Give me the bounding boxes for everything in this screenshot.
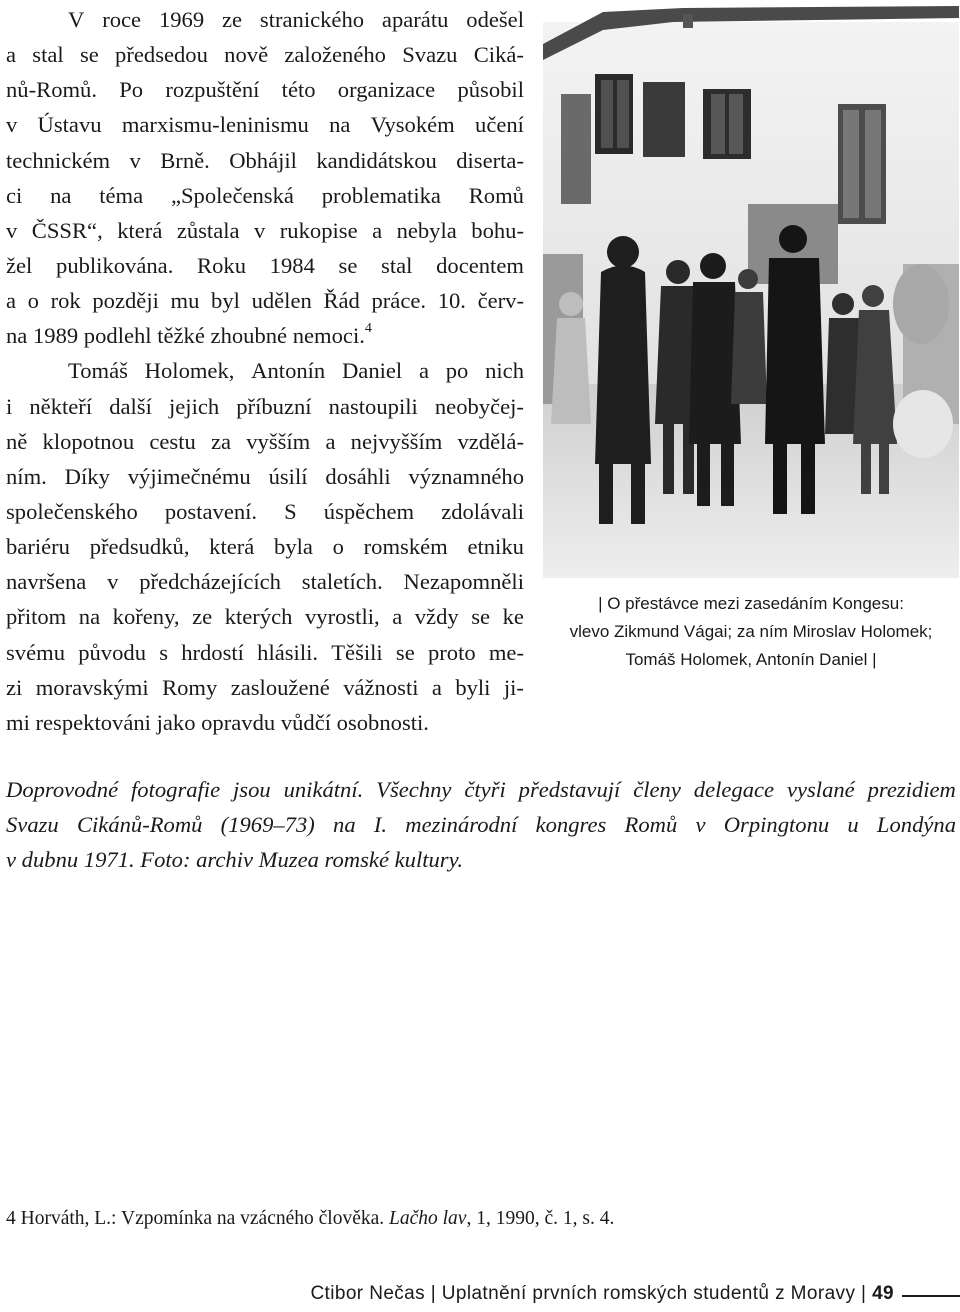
- body-word: na: [50, 182, 72, 208]
- body-word: byli: [455, 674, 491, 700]
- body-word: dosáhli: [325, 463, 391, 489]
- body-word: ke: [502, 604, 524, 630]
- body-word: přitom: [6, 604, 67, 630]
- note-word: čtyři: [464, 777, 506, 802]
- footnote-citation: , 1, 1990, č. 1, s. 4.: [466, 1208, 615, 1229]
- body-word: červ-: [477, 288, 524, 314]
- body-word: V: [68, 7, 85, 32]
- body-word: marxismu-leninismu: [121, 112, 309, 138]
- body-word: rukopise: [279, 217, 358, 243]
- body-word: úsilí: [268, 463, 308, 489]
- body-word: svému: [6, 639, 65, 665]
- body-word: odešel: [466, 7, 524, 32]
- body-line: [6, 248, 524, 283]
- body-word: Antonín: [251, 358, 326, 384]
- body-word: nastoupili: [328, 393, 418, 419]
- note-word: I.: [373, 812, 388, 838]
- historical-photo: [543, 4, 959, 578]
- footnote-text: 4 Horváth, L.: Vzpomínka na vzácného člověka.: [6, 1208, 390, 1229]
- body-word: ci: [6, 182, 23, 208]
- note-word: na: [333, 812, 356, 838]
- body-word: na: [329, 112, 351, 138]
- body-line: [6, 459, 524, 494]
- body-word: a: [392, 604, 403, 630]
- body-line: [6, 178, 524, 213]
- body-word: problematika: [321, 182, 441, 208]
- body-line: [6, 424, 524, 459]
- body-line: [6, 353, 524, 388]
- note-word: u: [847, 812, 859, 838]
- body-word: někteří: [29, 393, 93, 419]
- body-word: na: [78, 604, 101, 630]
- body-word: vyrostli,: [304, 604, 380, 630]
- body-word: Vysokém: [370, 112, 455, 138]
- photo-note: [6, 772, 956, 878]
- body-word: kandidátskou: [316, 147, 437, 173]
- body-word: společenského: [6, 498, 138, 524]
- running-head: Ctibor Nečas | Uplatnění prvních romských studentů z Moravy |: [310, 1283, 867, 1304]
- body-word: proto: [427, 639, 476, 665]
- body-word: po: [445, 358, 469, 384]
- body-word: Brně.: [160, 147, 210, 173]
- body-word: a: [418, 358, 429, 384]
- note-word: prezidiem: [867, 777, 956, 802]
- body-word: zi: [6, 674, 23, 700]
- body-word: neobyčej-: [434, 393, 524, 419]
- body-word: hlásili.: [257, 639, 319, 665]
- note-word: Romů: [624, 812, 678, 838]
- body-word: téma: [99, 182, 144, 208]
- note-word: Všechny: [376, 777, 452, 802]
- body-word: ním.: [6, 463, 47, 489]
- footnote: [6, 1206, 614, 1232]
- body-word: cestu: [149, 428, 196, 454]
- body-word: původu: [78, 639, 146, 665]
- note-word: v: [695, 812, 706, 838]
- note-word: Cikánů-Romů: [76, 812, 203, 838]
- body-word: organizace: [337, 77, 436, 103]
- body-word: Ciká-: [473, 42, 524, 68]
- body-word: i: [6, 393, 13, 419]
- body-word: me-: [488, 639, 524, 665]
- body-word: později: [92, 288, 159, 314]
- body-word: a: [325, 428, 336, 454]
- note-line: [6, 772, 956, 807]
- body-line: [6, 213, 524, 248]
- body-word: technickém: [6, 147, 111, 173]
- body-word: zasloužené: [230, 674, 330, 700]
- body-word: výjimečnému: [127, 463, 251, 489]
- body-line: [6, 494, 524, 529]
- note-word: jsou: [233, 777, 271, 802]
- body-word: postavení.: [164, 498, 258, 524]
- body-word: etniku: [467, 534, 524, 560]
- note-word: (1969–73): [220, 812, 315, 838]
- body-word: nově: [224, 42, 269, 68]
- body-word: ze: [192, 604, 213, 630]
- body-word: rozpuštění: [165, 77, 260, 103]
- body-word: s: [159, 639, 168, 665]
- body-word: vzdělá-: [457, 428, 524, 454]
- body-word: a: [431, 674, 442, 700]
- body-word: klopotnou: [42, 428, 135, 454]
- note-word: vyslané: [786, 777, 855, 802]
- body-word: a: [6, 288, 17, 314]
- caption-line: Tomáš Holomek, Antonín Daniel |: [625, 650, 877, 669]
- body-word: vyšším: [246, 428, 311, 454]
- body-word: Romy: [162, 674, 218, 700]
- caption-line: | O přestávce mezi zasedáním Kongesu:: [598, 594, 904, 613]
- body-word: roce: [102, 7, 142, 32]
- body-word: „Společenská: [170, 182, 294, 208]
- photo-caption: [543, 590, 959, 674]
- body-word: stal: [381, 252, 413, 278]
- body-word: Po: [119, 77, 144, 103]
- body-word: působil: [457, 77, 524, 103]
- body-word: rok: [50, 288, 81, 314]
- body-word: Řád: [323, 288, 360, 314]
- body-word: diserta-: [456, 147, 524, 173]
- body-word: 10.: [437, 288, 466, 314]
- body-word: hrdostí: [181, 639, 244, 665]
- note-word: delegace: [693, 777, 775, 802]
- body-line: [6, 635, 524, 670]
- body-word: stal: [32, 42, 64, 68]
- note-word: fotografie: [131, 777, 221, 802]
- body-line: [6, 283, 524, 318]
- body-word: navršena: [6, 569, 87, 595]
- body-word: byl: [211, 288, 240, 314]
- body-line: [6, 143, 524, 178]
- body-word: předsudků,: [89, 534, 190, 560]
- body-word: Nezapomněli: [403, 569, 524, 595]
- body-word: úspěchem: [323, 498, 415, 524]
- body-word: která: [117, 217, 163, 243]
- note-word: kongres: [535, 812, 607, 838]
- body-word: Obhájil: [229, 147, 297, 173]
- body-line: [6, 72, 524, 107]
- caption-line: vlevo Zikmund Vágai; za ním Miroslav Holomek;: [569, 622, 933, 641]
- body-word: Svazu: [402, 42, 458, 68]
- body-word: se: [471, 604, 491, 630]
- note-word: mezinárodní: [405, 812, 518, 838]
- body-word: práce.: [371, 288, 427, 314]
- body-word: o: [332, 534, 344, 560]
- body-word: za: [210, 428, 232, 454]
- body-word: Daniel: [341, 358, 403, 384]
- note-line: v dubnu 1971. Foto: archiv Muzea romské kultury.: [6, 847, 464, 873]
- body-word: docentem: [436, 252, 524, 278]
- body-word: ně: [6, 428, 28, 454]
- body-word: předsedou: [115, 42, 208, 68]
- body-word: která: [209, 534, 255, 560]
- body-word: mu: [170, 288, 200, 314]
- body-line: [6, 564, 524, 599]
- body-word: kořeny,: [112, 604, 180, 630]
- note-word: Orpingtonu: [723, 812, 830, 838]
- body-word: v: [107, 569, 119, 595]
- body-word: další: [109, 393, 152, 419]
- body-word: této: [281, 77, 316, 103]
- body-word: o: [27, 288, 39, 314]
- note-word: Doprovodné: [6, 777, 119, 802]
- body-line: [6, 37, 524, 72]
- body-word: Roku: [197, 252, 246, 278]
- body-word: v: [6, 112, 18, 138]
- footnote-marker: 4: [364, 321, 372, 337]
- body-word: jejich: [168, 393, 220, 419]
- note-word: představují: [518, 777, 621, 802]
- body-word: publikována.: [56, 252, 174, 278]
- body-word: moravskými: [35, 674, 149, 700]
- footer-rule: [902, 1295, 960, 1297]
- body-word: zdolávali: [441, 498, 524, 524]
- body-word: a: [372, 217, 383, 243]
- body-line: [6, 389, 524, 424]
- body-word: založeného: [284, 42, 386, 68]
- body-word: příbuzní: [236, 393, 312, 419]
- note-word: Svazu: [6, 812, 59, 838]
- body-word: učení: [475, 112, 524, 138]
- body-word: Díky: [64, 463, 110, 489]
- body-line: [6, 107, 524, 142]
- body-word: kterých: [224, 604, 293, 630]
- body-word: Tomáš: [68, 358, 128, 384]
- note-word: unikátní.: [283, 777, 364, 802]
- body-line: [6, 670, 524, 705]
- body-line: [6, 318, 524, 353]
- body-word: se: [338, 252, 358, 278]
- body-word: se: [79, 42, 99, 68]
- body-word: vážnosti: [343, 674, 419, 700]
- body-word: nů-Romů.: [6, 77, 98, 103]
- body-text: [6, 2, 524, 740]
- body-word: Romů: [468, 182, 524, 208]
- body-word: Holomek,: [144, 358, 235, 384]
- body-word: romském: [363, 534, 448, 560]
- body-word: 1969: [158, 7, 205, 32]
- body-line-text: na 1989 podlehl těžké zhoubné nemoci.$^4$: [6, 321, 372, 349]
- body-word: v: [254, 217, 266, 243]
- body-word: v: [6, 217, 18, 243]
- body-word: nejvyšším: [350, 428, 443, 454]
- note-word: Londýna: [876, 812, 956, 838]
- body-word: Těšili: [331, 639, 383, 665]
- body-word: ze: [221, 7, 243, 32]
- body-word: nich: [485, 358, 524, 384]
- body-word: zůstala: [176, 217, 240, 243]
- body-line: [6, 705, 524, 740]
- running-footer: [310, 1283, 894, 1305]
- body-word: vždy: [414, 604, 459, 630]
- body-line: [6, 529, 524, 564]
- body-word: aparátu: [381, 7, 449, 32]
- journal-title: Lačho lav: [389, 1208, 467, 1229]
- body-word: významného: [408, 463, 524, 489]
- body-word: se: [395, 639, 415, 665]
- body-word: ji-: [503, 674, 524, 700]
- page-number: 49: [872, 1283, 894, 1304]
- body-word: byla: [274, 534, 313, 560]
- body-word: předcházejících: [139, 569, 281, 595]
- note-word: členy: [633, 777, 681, 802]
- body-word: Ústavu: [37, 112, 102, 138]
- body-word: ČSSR“,: [31, 217, 103, 243]
- body-word: v: [129, 147, 141, 173]
- body-word: a: [6, 42, 17, 68]
- body-word: 1984: [269, 252, 315, 278]
- body-line: [6, 599, 524, 634]
- body-word: žel: [6, 252, 33, 278]
- body-word: S: [284, 498, 297, 524]
- body-word: bariéru: [6, 534, 70, 560]
- body-line: [6, 2, 524, 37]
- body-line-text: mi respektováni jako opravdu vůdčí osobnosti.: [6, 709, 429, 735]
- body-word: stranického: [259, 7, 365, 32]
- body-word: staletích.: [301, 569, 383, 595]
- body-word: bohu-: [471, 217, 524, 243]
- note-line: [6, 807, 956, 842]
- body-word: nebyla: [396, 217, 457, 243]
- body-word: udělen: [251, 288, 312, 314]
